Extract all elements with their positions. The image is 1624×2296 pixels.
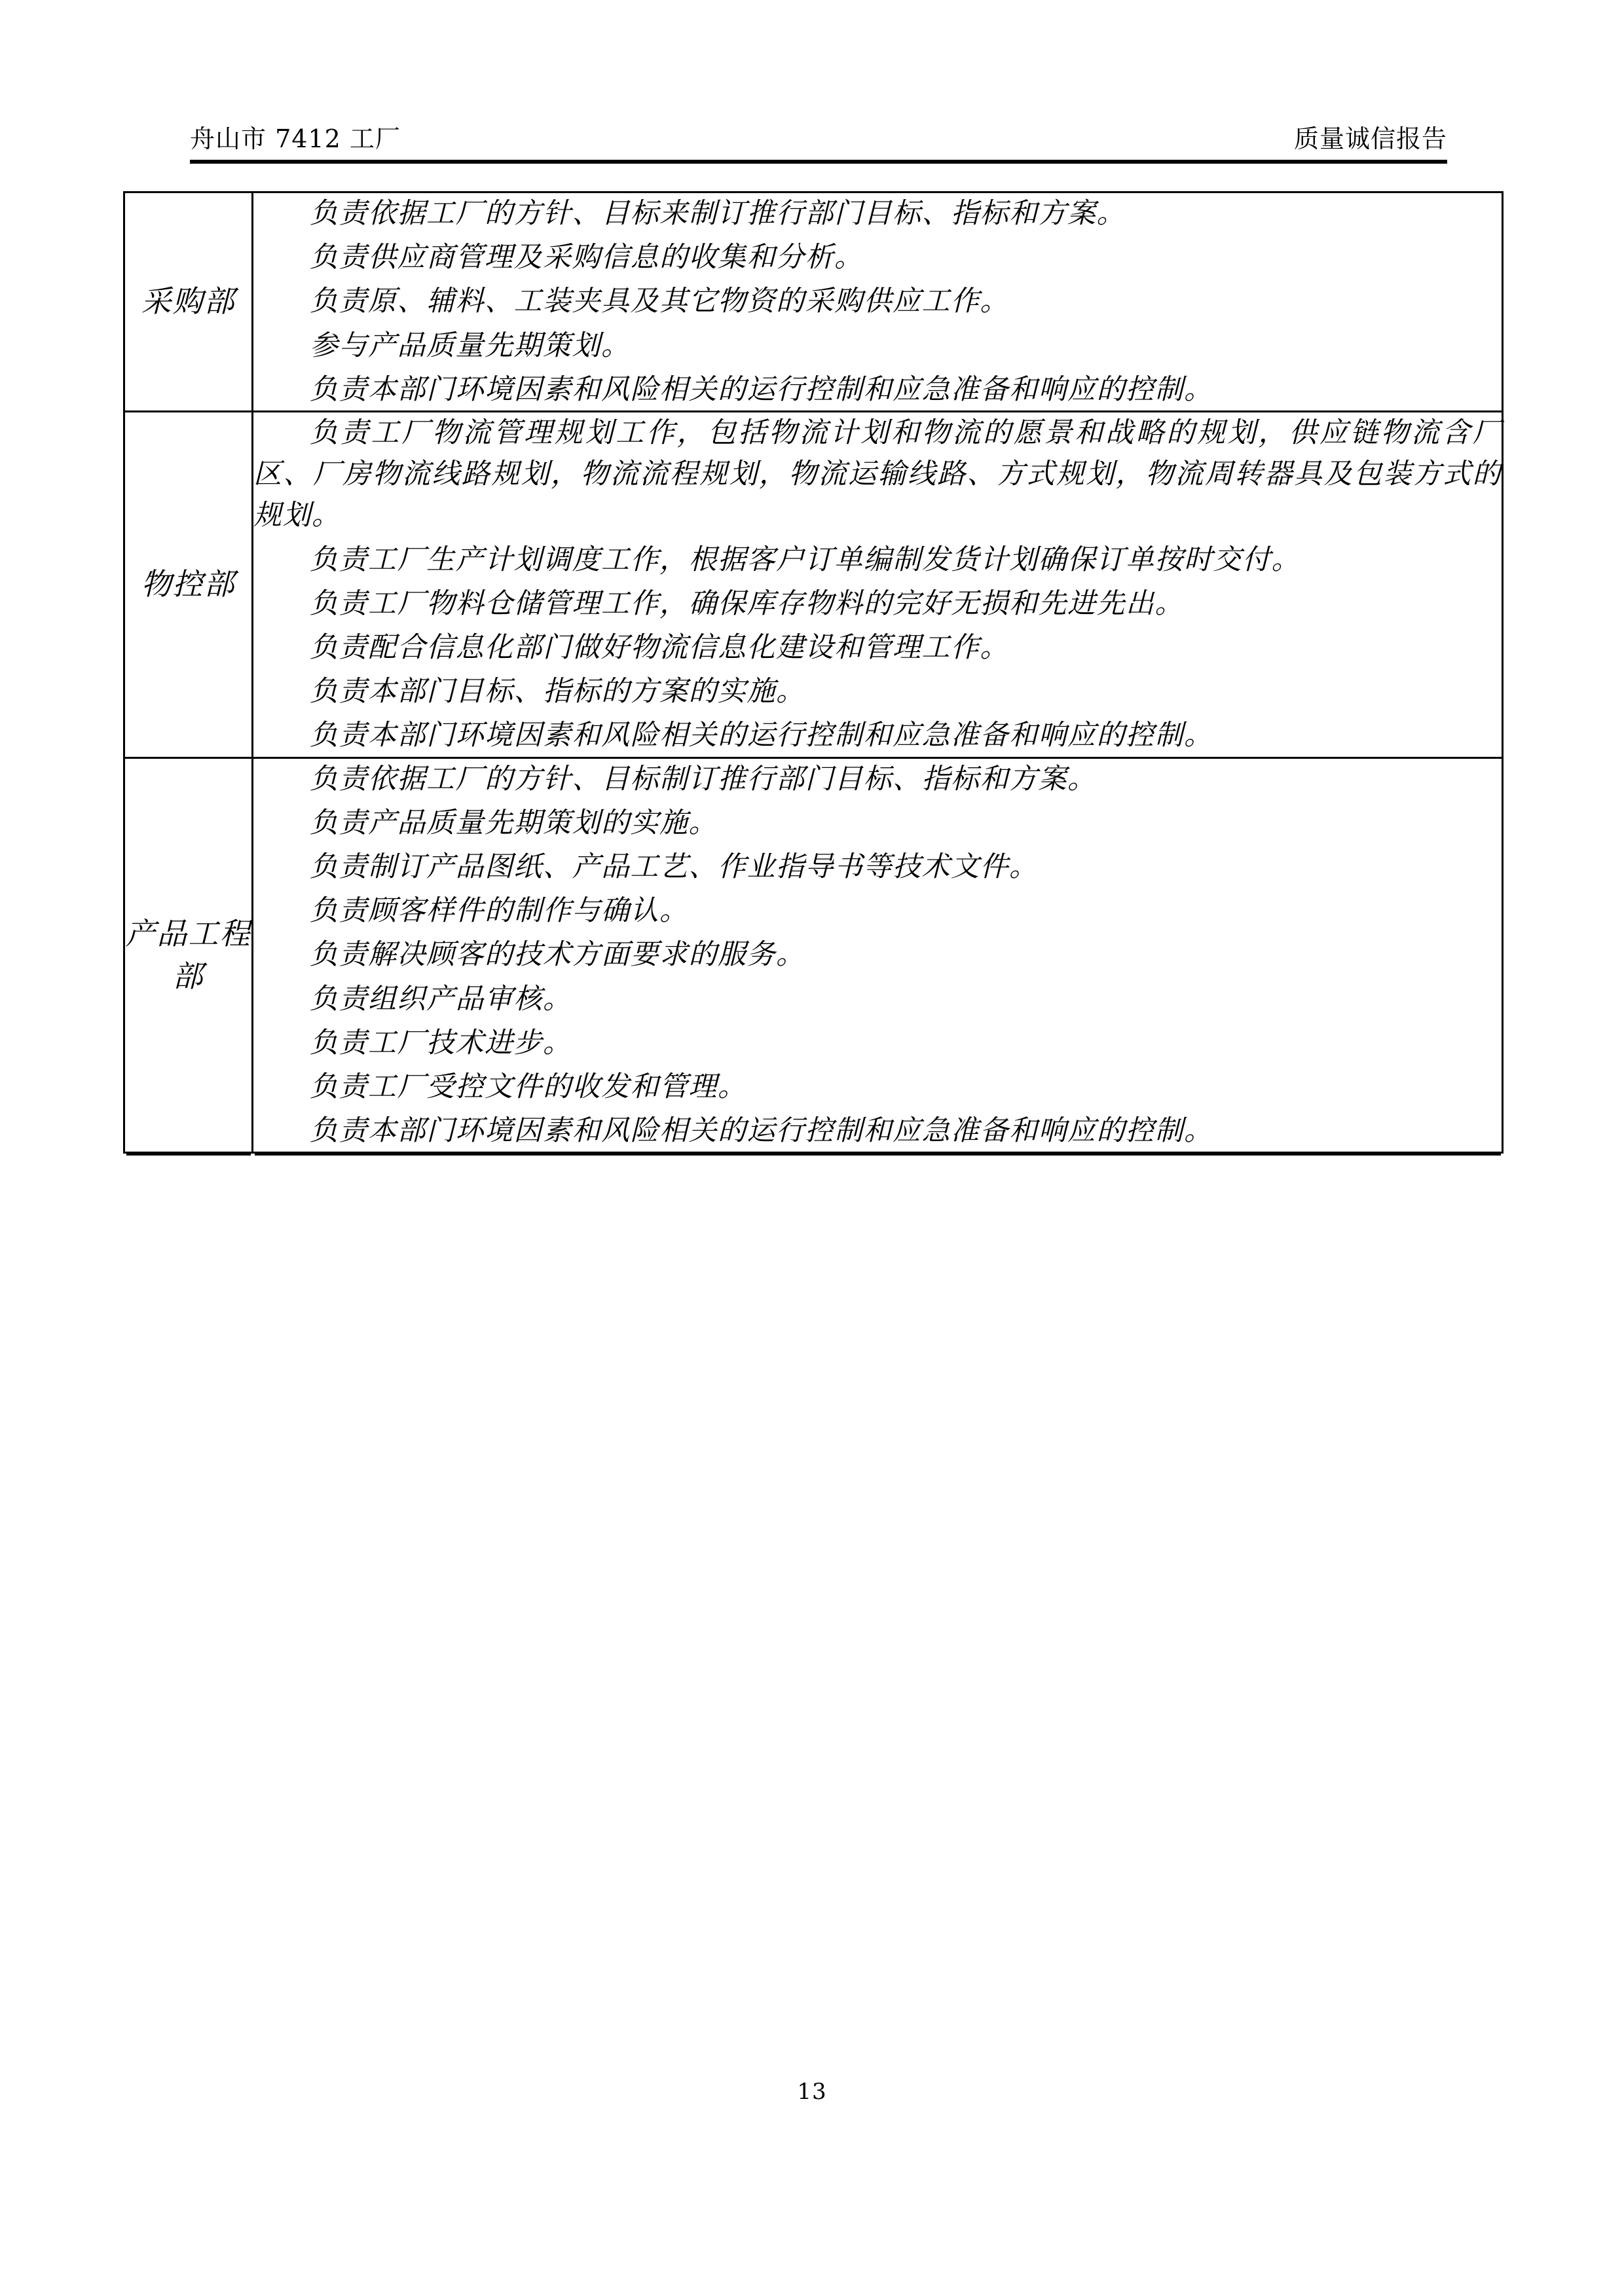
duty-item: 负责产品质量先期策划的实施。 — [310, 806, 718, 839]
department-name-cell: 采购部 — [124, 192, 253, 412]
header-left-title: 舟山市 7412 工厂 — [190, 124, 401, 154]
duty-item: 负责依据工厂的方针、目标制订推行部门目标、指标和方案。 — [310, 762, 1097, 795]
department-duties-cell — [253, 757, 1503, 1153]
duty-list — [253, 759, 1502, 1152]
duty-item: 负责工厂受控文件的收发和管理。 — [310, 1070, 747, 1104]
duty-list — [253, 412, 1502, 757]
duty-item: 负责本部门目标、指标的方案的实施。 — [310, 675, 805, 708]
header-right-title: 质量诚信报告 — [1293, 124, 1447, 154]
duty-item: 负责制订产品图纸、产品工艺、作业指导书等技术文件。 — [310, 850, 1039, 884]
duty-item: 负责本部门环境因素和风险相关的运行控制和应急准备和响应的控制。 — [310, 373, 1213, 406]
duty-item: 负责顾客样件的制作与确认。 — [310, 894, 689, 928]
department-duties-cell — [253, 412, 1503, 758]
duty-item: 负责工厂物流管理规划工作，包括物流计划和物流的愿景和战略的规划，供应链物流含厂区、厂房物流线路规划，物流流程规划，物流运输线路、方式规划，物流周转器具及包装方式的规划。 — [253, 416, 1502, 532]
department-duties-cell — [253, 192, 1503, 412]
page-header — [190, 105, 1447, 164]
duty-item: 负责组织产品审核。 — [310, 982, 572, 1015]
table-row — [124, 412, 1503, 758]
department-name-cell: 物控部 — [124, 412, 253, 758]
duty-item: 参与产品质量先期策划。 — [310, 329, 631, 362]
department-name-cell: 产品工程部 — [124, 757, 253, 1153]
duty-item: 负责工厂物料仓储管理工作，确保库存物料的完好无损和先进先出。 — [310, 587, 1184, 620]
duty-item: 负责原、辅料、工装夹具及其它物资的采购供应工作。 — [310, 285, 1009, 318]
duty-item: 负责工厂技术进步。 — [310, 1026, 572, 1059]
duty-item: 负责供应商管理及采购信息的收集和分析。 — [310, 241, 864, 274]
duty-item: 负责工厂生产计划调度工作，根据客户订单编制发货计划确保订单按时交付。 — [310, 543, 1301, 576]
duty-item: 负责本部门环境因素和风险相关的运行控制和应急准备和响应的控制。 — [310, 719, 1213, 752]
table-body — [124, 192, 1503, 1153]
duty-item: 负责配合信息化部门做好物流信息化建设和管理工作。 — [310, 631, 1009, 665]
table-row — [124, 757, 1503, 1153]
duty-item: 负责依据工厂的方针、目标来制订推行部门目标、指标和方案。 — [310, 197, 1126, 230]
page-footer — [0, 2079, 1624, 2105]
duty-item: 负责解决顾客的技术方面要求的服务。 — [310, 938, 805, 972]
duty-list — [253, 193, 1502, 410]
department-responsibility-table — [123, 191, 1504, 1154]
page-number: 13 — [797, 2079, 827, 2105]
duty-item: 负责本部门环境因素和风险相关的运行控制和应急准备和响应的控制。 — [310, 1114, 1213, 1148]
table-row — [124, 192, 1503, 412]
